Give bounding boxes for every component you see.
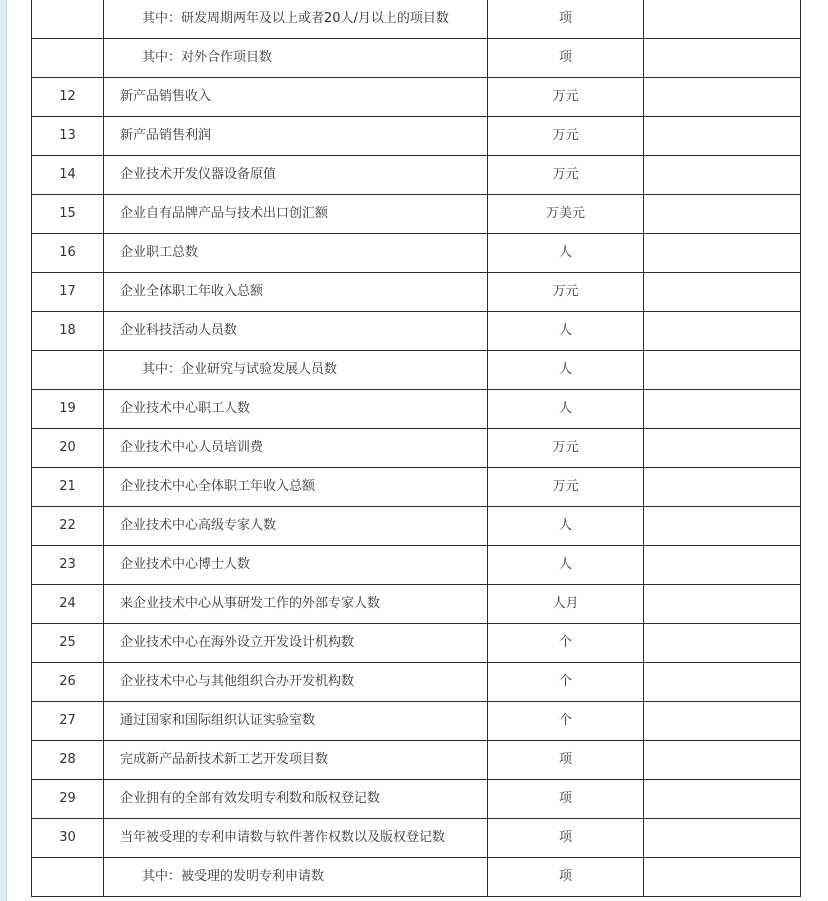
value-cell [644, 663, 801, 702]
unit-cell: 万美元 [488, 195, 644, 234]
unit-cell: 项 [488, 39, 644, 78]
item-label-cell: 企业技术中心与其他组织合办开发机构数 [104, 663, 488, 702]
table-row [32, 312, 801, 351]
row-number-cell [32, 858, 104, 897]
item-label-cell: 企业技术中心高级专家人数 [104, 507, 488, 546]
sub-item-label-cell: 其中：被受理的发明专利申请数 [104, 858, 488, 897]
value-cell [644, 234, 801, 273]
row-number-cell: 28 [32, 741, 104, 780]
row-number-cell: 25 [32, 624, 104, 663]
unit-cell: 项 [488, 780, 644, 819]
unit-cell: 项 [488, 741, 644, 780]
table-row [32, 78, 801, 117]
row-number-cell: 21 [32, 468, 104, 507]
table-row [32, 702, 801, 741]
table-row [32, 195, 801, 234]
unit-cell: 人 [488, 507, 644, 546]
value-cell [644, 585, 801, 624]
unit-cell: 万元 [488, 273, 644, 312]
table-row [32, 780, 801, 819]
sub-item-label-cell: 其中：对外合作项目数 [104, 39, 488, 78]
table-row [32, 234, 801, 273]
unit-cell: 人 [488, 234, 644, 273]
item-label-cell: 企业职工总数 [104, 234, 488, 273]
unit-cell: 人 [488, 351, 644, 390]
value-cell [644, 78, 801, 117]
table-row [32, 0, 801, 39]
item-label-cell: 企业自有品牌产品与技术出口创汇额 [104, 195, 488, 234]
value-cell [644, 117, 801, 156]
value-cell [644, 546, 801, 585]
value-cell [644, 351, 801, 390]
item-label-cell: 企业技术中心博士人数 [104, 546, 488, 585]
value-cell [644, 156, 801, 195]
value-cell [644, 741, 801, 780]
sub-item-label-cell: 其中：研发周期两年及以上或者20人/月以上的项目数 [104, 0, 488, 39]
row-number-cell: 19 [32, 390, 104, 429]
item-label-cell: 当年被受理的专利申请数与软件著作权数以及版权登记数 [104, 819, 488, 858]
unit-cell: 万元 [488, 156, 644, 195]
item-label-cell: 企业全体职工年收入总额 [104, 273, 488, 312]
table-row [32, 585, 801, 624]
value-cell [644, 273, 801, 312]
page-left-band-edge [6, 0, 7, 901]
table-row [32, 273, 801, 312]
unit-cell: 万元 [488, 78, 644, 117]
unit-cell: 人 [488, 546, 644, 585]
sub-item-label-cell: 其中：企业研究与试验发展人员数 [104, 351, 488, 390]
item-label-cell: 企业技术中心职工人数 [104, 390, 488, 429]
unit-cell: 个 [488, 663, 644, 702]
table-row [32, 624, 801, 663]
unit-cell: 人 [488, 312, 644, 351]
table-row [32, 663, 801, 702]
item-label-cell: 企业技术中心全体职工年收入总额 [104, 468, 488, 507]
table-row [32, 741, 801, 780]
row-number-cell [32, 0, 104, 39]
row-number-cell: 23 [32, 546, 104, 585]
table-row [32, 117, 801, 156]
value-cell [644, 468, 801, 507]
row-number-cell [32, 351, 104, 390]
unit-cell: 项 [488, 0, 644, 39]
item-label-cell: 企业科技活动人员数 [104, 312, 488, 351]
row-number-cell: 20 [32, 429, 104, 468]
item-label-cell: 企业拥有的全部有效发明专利数和版权登记数 [104, 780, 488, 819]
unit-cell: 项 [488, 858, 644, 897]
unit-cell: 人 [488, 390, 644, 429]
row-number-cell: 14 [32, 156, 104, 195]
row-number-cell: 12 [32, 78, 104, 117]
unit-cell: 万元 [488, 468, 644, 507]
item-label-cell: 企业技术开发仪器设备原值 [104, 156, 488, 195]
value-cell [644, 39, 801, 78]
item-label-cell: 完成新产品新技术新工艺开发项目数 [104, 741, 488, 780]
indicator-table [31, 0, 801, 897]
row-number-cell: 22 [32, 507, 104, 546]
value-cell [644, 702, 801, 741]
value-cell [644, 624, 801, 663]
item-label-cell: 企业技术中心在海外设立开发设计机构数 [104, 624, 488, 663]
indicator-table-body [32, 0, 801, 897]
item-label-cell: 新产品销售收入 [104, 78, 488, 117]
row-number-cell: 26 [32, 663, 104, 702]
unit-cell: 个 [488, 624, 644, 663]
row-number-cell: 18 [32, 312, 104, 351]
row-number-cell: 27 [32, 702, 104, 741]
row-number-cell: 24 [32, 585, 104, 624]
row-number-cell: 29 [32, 780, 104, 819]
row-number-cell: 16 [32, 234, 104, 273]
item-label-cell: 企业技术中心人员培训费 [104, 429, 488, 468]
table-row [32, 156, 801, 195]
value-cell [644, 507, 801, 546]
item-label-cell: 新产品销售利润 [104, 117, 488, 156]
row-number-cell: 15 [32, 195, 104, 234]
row-number-cell: 13 [32, 117, 104, 156]
unit-cell: 万元 [488, 117, 644, 156]
unit-cell: 个 [488, 702, 644, 741]
table-row [32, 429, 801, 468]
value-cell [644, 195, 801, 234]
value-cell [644, 0, 801, 39]
table-row [32, 507, 801, 546]
table-row [32, 39, 801, 78]
table-row [32, 468, 801, 507]
table-row [32, 819, 801, 858]
row-number-cell: 30 [32, 819, 104, 858]
unit-cell: 人月 [488, 585, 644, 624]
row-number-cell [32, 39, 104, 78]
table-row [32, 390, 801, 429]
value-cell [644, 858, 801, 897]
row-number-cell: 17 [32, 273, 104, 312]
table-row [32, 546, 801, 585]
item-label-cell: 来企业技术中心从事研发工作的外部专家人数 [104, 585, 488, 624]
value-cell [644, 780, 801, 819]
value-cell [644, 390, 801, 429]
value-cell [644, 312, 801, 351]
item-label-cell: 通过国家和国际组织认证实验室数 [104, 702, 488, 741]
value-cell [644, 429, 801, 468]
value-cell [644, 819, 801, 858]
unit-cell: 万元 [488, 429, 644, 468]
table-row [32, 351, 801, 390]
table-row [32, 858, 801, 897]
unit-cell: 项 [488, 819, 644, 858]
